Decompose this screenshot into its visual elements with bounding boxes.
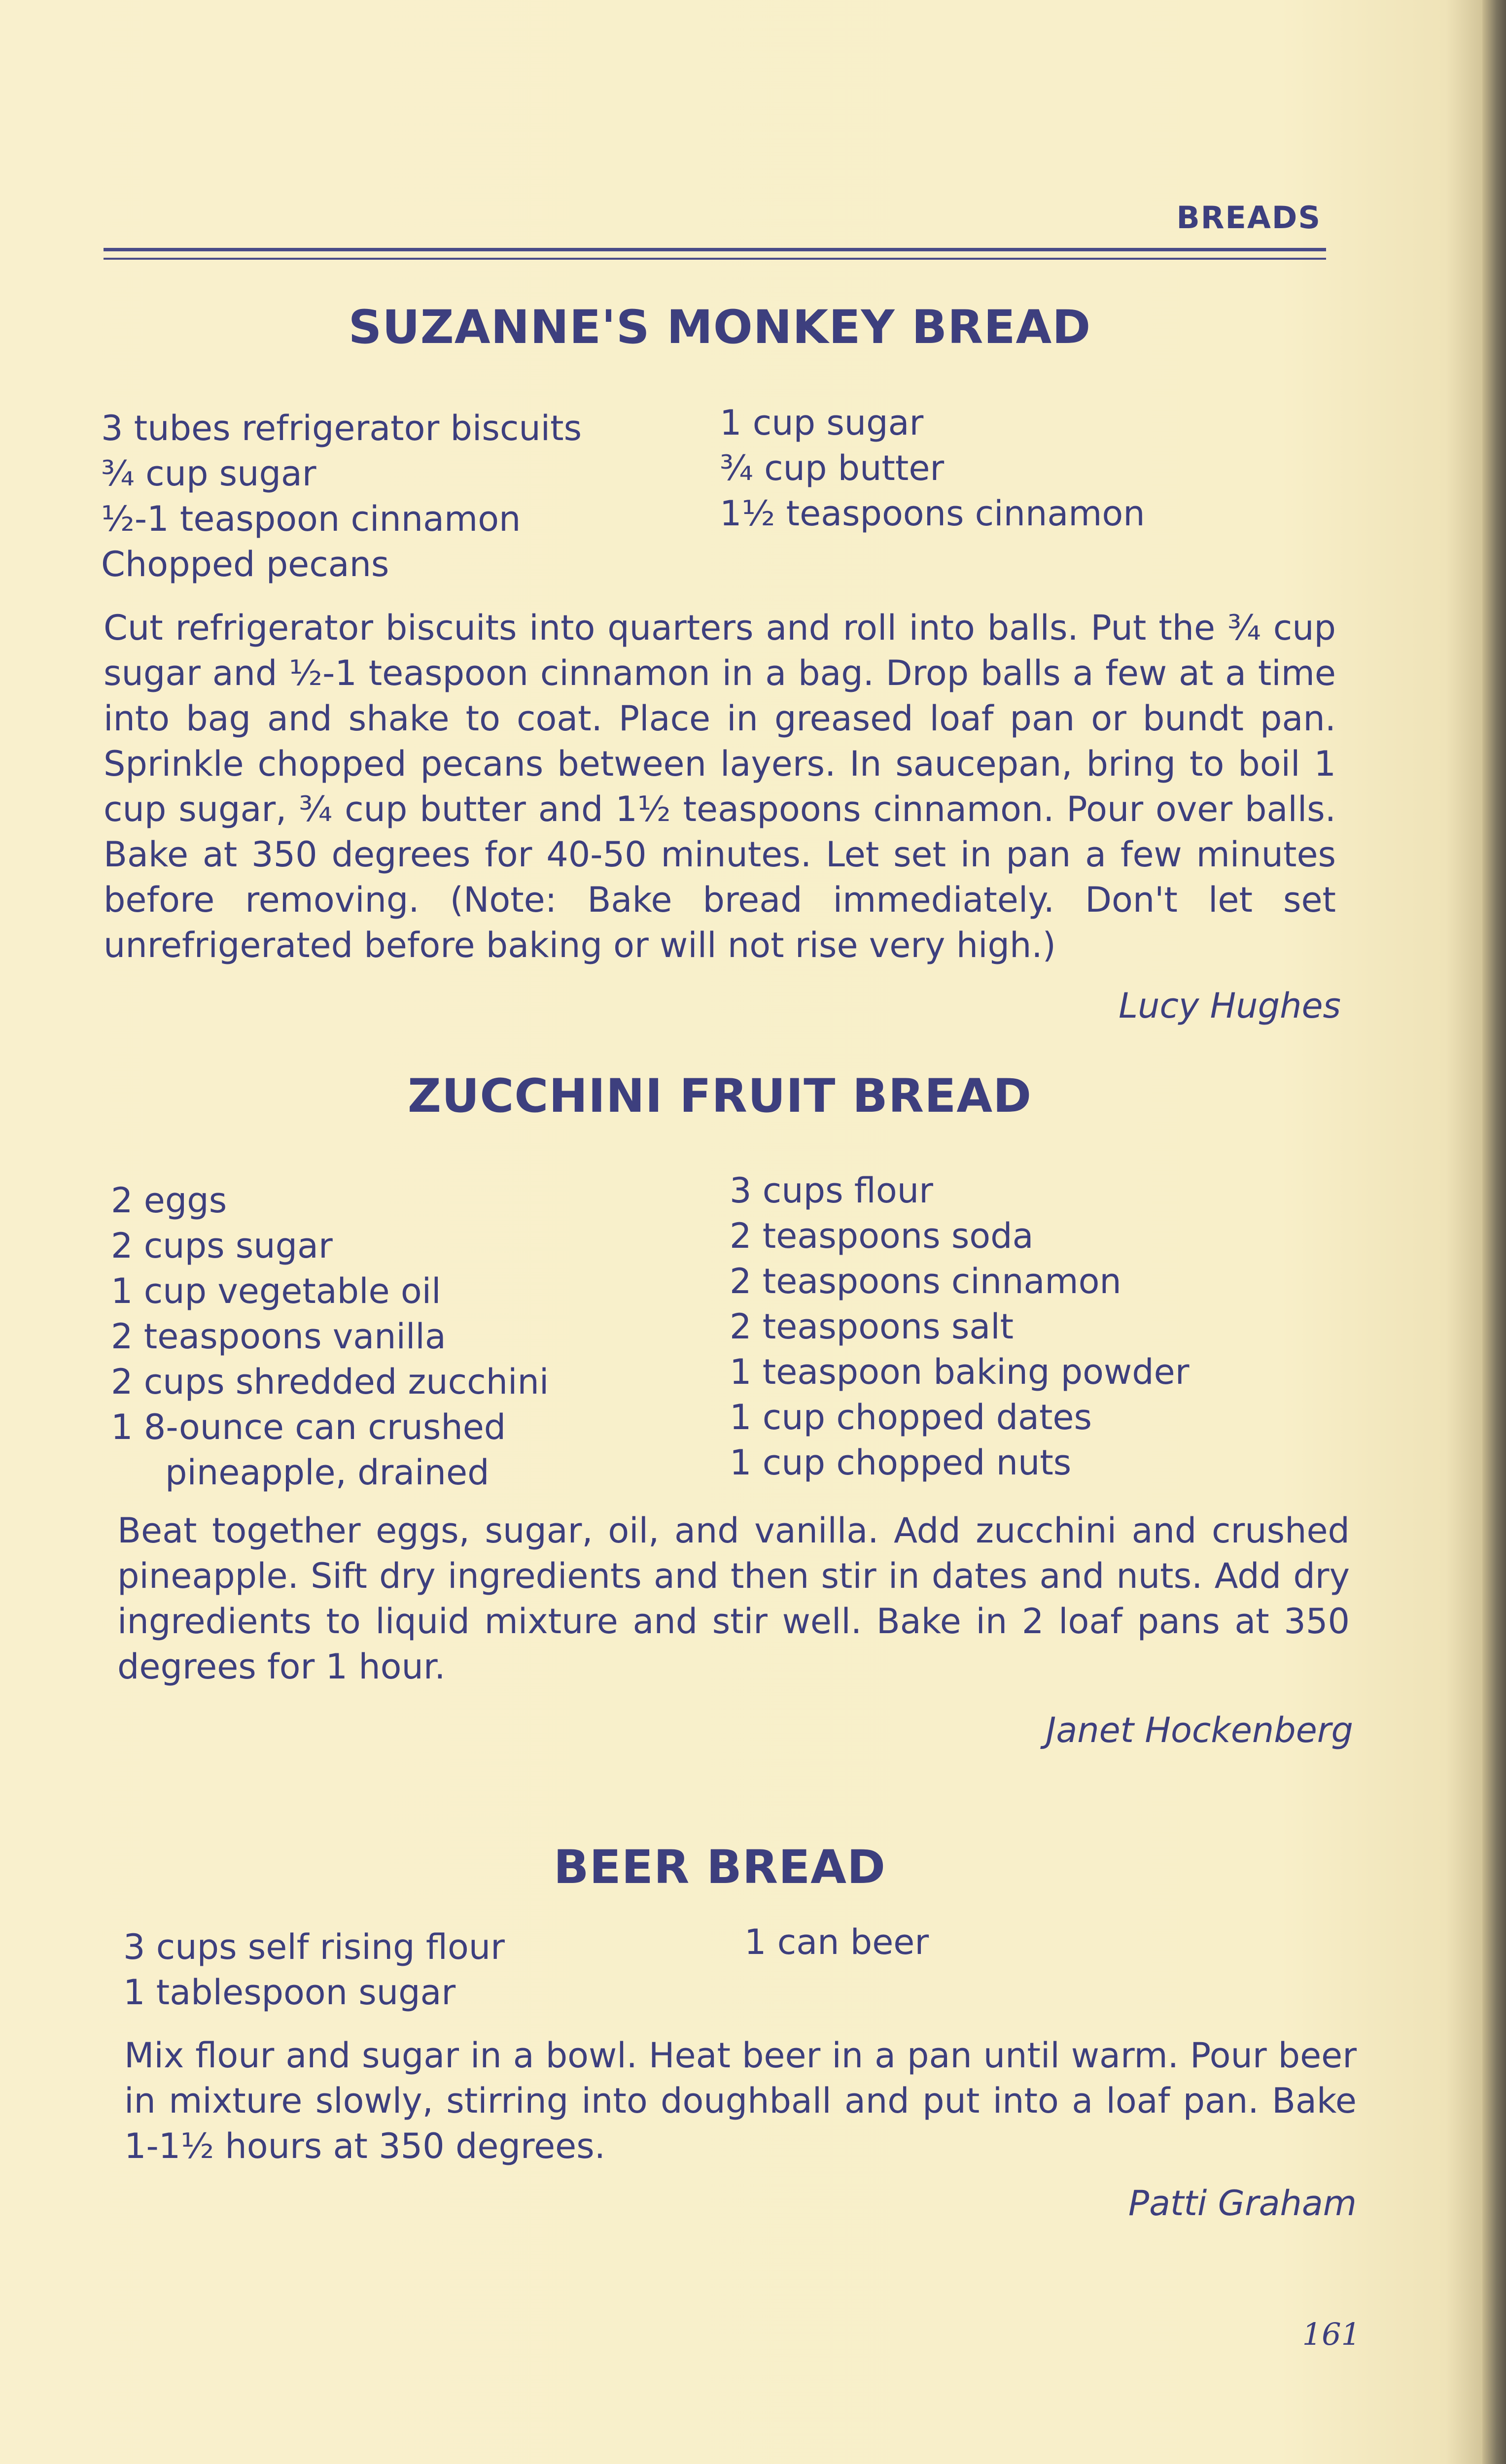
recipe-directions: Cut refrigerator biscuits into quarters and roll into balls. Put the ¾ cup sugar and ½-1 teaspoon cinnamon in a bag. Drop balls a few at a time into bag and shake to coat. Place in greased loaf pan or bundt pan. Sprinkle chopped pecans between layers. In saucepan, bring to boil 1 cup sugar, ¾ cup butter and 1½ teaspoons cinnamon. Pour over balls. Bake at 350 degrees for 40-50 minutes. Let set in pan a few minutes before removing. (Note: Bake bread immediately. Don't let set unrefrigerated before baking or will not rise very high.) [104, 608, 1336, 965]
ingredients-right-column [720, 400, 1145, 536]
ingredient-item: 1 8-ounce can crushed [111, 1407, 506, 1447]
ingredient-item: 1 cup vegetable oil [111, 1271, 441, 1311]
recipe-title: ZUCCHINI FRUIT BREAD [407, 1069, 1032, 1123]
ingredient-item: ½-1 teaspoon cinnamon [101, 499, 521, 539]
ingredient-item: 1 can beer [744, 1922, 929, 1962]
ingredient-item: Chopped pecans [101, 544, 389, 584]
ingredient-item: 2 teaspoons soda [730, 1216, 1034, 1256]
recipe-directions: Mix flour and sugar in a bowl. Heat beer in a pan until warm. Pour beer in mixture slowly, stirring into doughball and put into a loaf pan. Bake 1-1½ hours at 350 degrees. [124, 2035, 1357, 2166]
page-number: 161 [1302, 2316, 1361, 2352]
recipe-author: Lucy Hughes [1119, 986, 1341, 1026]
recipe-author: Janet Hockenberg [1046, 1710, 1353, 1750]
ingredient-item: ¾ cup sugar [101, 453, 316, 494]
ingredient-item: 1 cup sugar [720, 403, 924, 443]
header-rule-thick [104, 248, 1326, 251]
ingredients-left-column [101, 406, 582, 587]
ingredient-item: 2 cups shredded zucchini [111, 1362, 549, 1402]
ingredient-item: 1½ teaspoons cinnamon [720, 493, 1145, 534]
ingredients-left-column [123, 1924, 505, 2015]
ingredient-item: pineapple, drained [165, 1452, 490, 1493]
recipe-directions: Beat together eggs, sugar, oil, and vanilla. Add zucchini and crushed pineapple. Sift dry ingredients and then stir in dates and nuts. Add dry ingredients to liquid mixture and stir well. Bake in 2 loaf pans at 350 degrees for 1 hour. [117, 1510, 1350, 1687]
ingredient-item: 3 cups flour [730, 1170, 933, 1211]
header-rule-thin [104, 258, 1326, 260]
ingredient-item: 1 teaspoon baking powder [730, 1352, 1190, 1392]
ingredients-right-column [730, 1168, 1190, 1485]
ingredients-left-column [111, 1178, 549, 1495]
book-spine-edge [1482, 0, 1506, 2464]
ingredient-item: 3 cups self rising flour [123, 1927, 505, 1967]
ingredient-item: 2 teaspoons cinnamon [730, 1261, 1121, 1301]
recipe-title: BEER BREAD [553, 1841, 886, 1894]
recipe-author: Patti Graham [1128, 2183, 1357, 2224]
recipe-title: SUZANNE'S MONKEY BREAD [348, 301, 1091, 354]
ingredient-item: 1 cup chopped dates [730, 1397, 1092, 1437]
ingredients-right-column [744, 1919, 929, 1965]
ingredient-item: ¾ cup butter [720, 448, 945, 488]
ingredient-item: 2 teaspoons vanilla [111, 1316, 446, 1357]
ingredient-item: 1 cup chopped nuts [730, 1442, 1072, 1483]
ingredient-item: 3 tubes refrigerator biscuits [101, 408, 582, 448]
section-label: BREADS [1176, 200, 1321, 236]
ingredient-item: 1 tablespoon sugar [123, 1972, 456, 2013]
ingredient-item: 2 teaspoons salt [730, 1306, 1014, 1347]
ingredient-item: 2 eggs [111, 1180, 227, 1221]
ingredient-item: 2 cups sugar [111, 1226, 333, 1266]
